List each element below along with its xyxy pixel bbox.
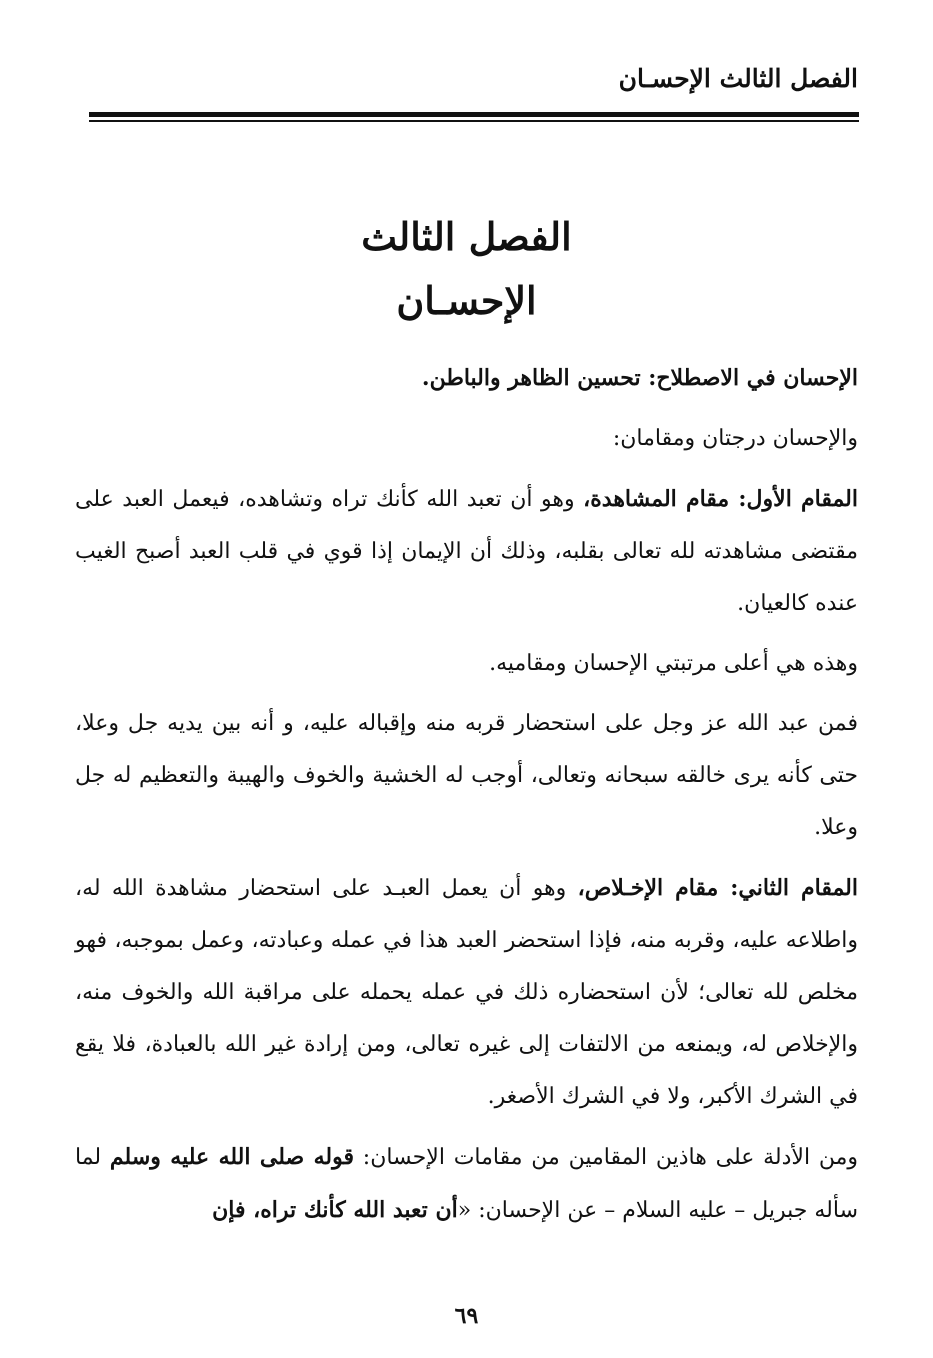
evidence-text: ومن الأدلة على هاذين المقامين من مقامات الإحسان: [354, 1145, 858, 1170]
evidence-text-2: لما سأله جبريل – عليه السلام – عن الإحسان: « [75, 1145, 858, 1223]
first-station-text: وهو أن تعبد الله كأنك تراه وتشاهده، فيعمل العبد على مقتضى مشاهدته لله تعالى بقلبه، وذلك أن الإيمان إذا قوي في قلب العبد أصبح الغيب عنده كالعيان. [75, 487, 858, 616]
second-station-text: وهو أن يعمل العبـد على استحضار مشاهدة الله له، واطلاعه عليه، وقربه منه، فإذا استحضر العبد هذا في عمله وعبادته، وعمل بموجبه، فهو مخلص لله تعالى؛ لأن استحضاره ذلك في عمله يحمله على مراقبة الله والخوف منه، والإخلاص له، ويمنعه من الالتفات إلى غيره تعالى، ومن إرادة غير الله بالعبادة، فلا يقع في الشرك الأكبر، ولا في الشرك الأصغر. [75, 876, 858, 1109]
evidence-hadith-quote: أن تعبد الله كأنك تراه، فإن [212, 1197, 458, 1223]
chapter-title-line1: الفصل الثالث [361, 214, 572, 259]
paragraph-degrees: والإحسان درجتان ومقامان: [612, 426, 858, 451]
paragraph-highest-rank: وهذه هي أعلى مرتبتي الإحسان ومقاميه. [489, 651, 858, 676]
paragraph-second-station [75, 862, 858, 1123]
second-station-term: المقام الثاني: مقام الإخـلاص، [577, 875, 858, 901]
running-header-title: الفصل الثالث الإحسـان [618, 64, 858, 93]
header-rule-thin [89, 120, 859, 122]
header-rule-thick [89, 112, 859, 117]
paragraph-evidence [75, 1131, 858, 1237]
paragraph-definition [75, 352, 858, 405]
paragraph-definition-text: الإحسان في الاصطلاح: تحسين الظاهر والباطن. [421, 365, 858, 391]
paragraph-worship-presence: فمن عبد الله عز وجل على استحضار قربه منه وإقباله عليه، و أنه بين يديه جل وعلا، حتى كأنه يرى خالقه سبحانه وتعالى، أوجب له الخشية والخوف والهيبة والتعظيم له جل وعلا. [75, 711, 858, 840]
evidence-bold-attribution: قوله صلى الله عليه وسلم [109, 1144, 355, 1170]
body-text [75, 352, 858, 1237]
page-number: ٦٩ [454, 1303, 479, 1329]
first-station-term: المقام الأول: مقام المشاهدة، [583, 486, 858, 512]
paragraph-first-station [75, 473, 858, 630]
chapter-title-line2: الإحسـان [396, 278, 537, 323]
